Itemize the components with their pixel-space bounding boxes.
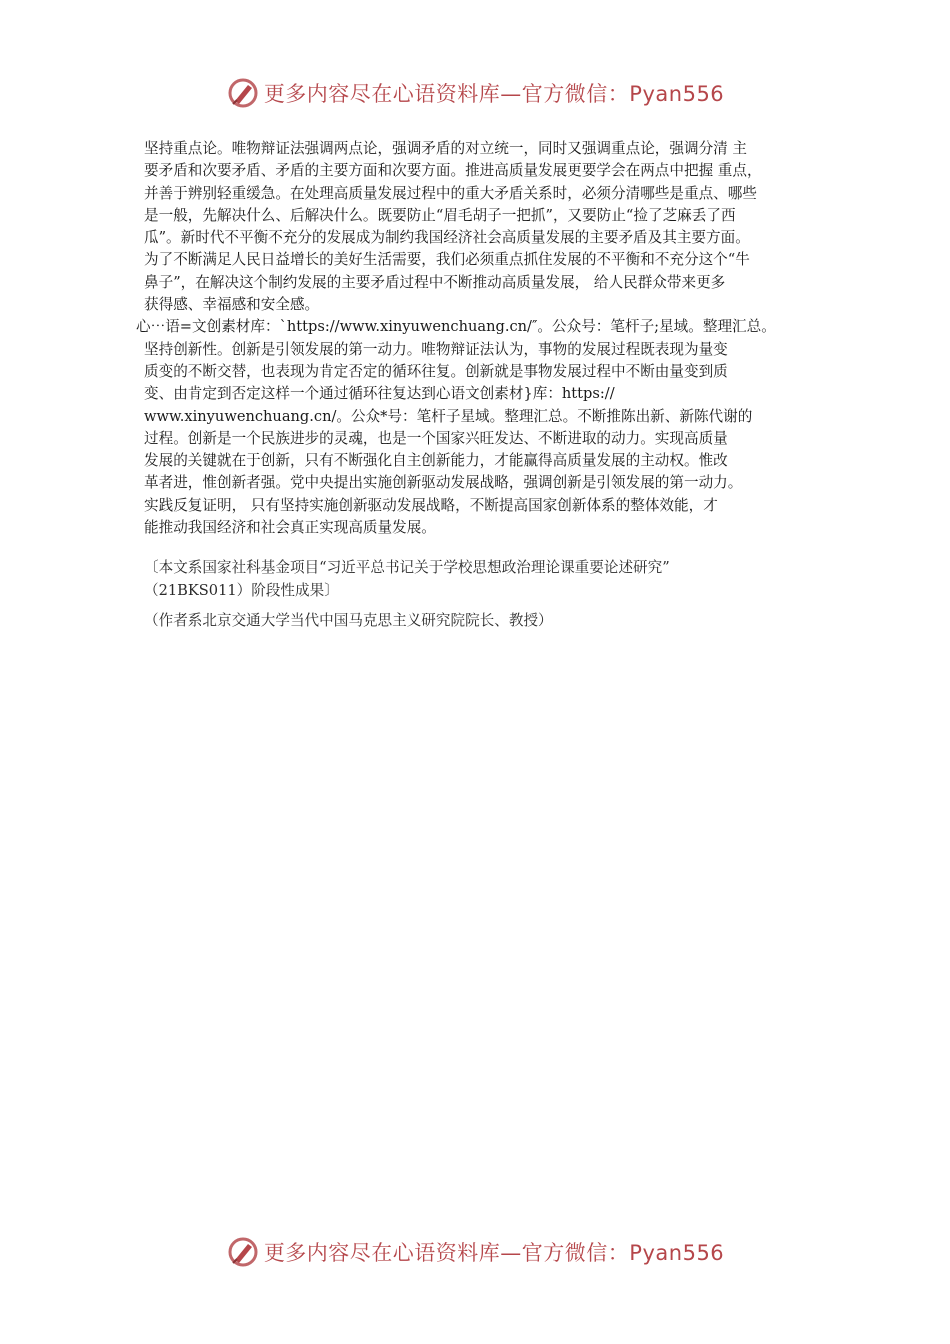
fund-note-line: 〔本文系国家社科基金项目“习近平总书记关于学校思想政治理论课重要论述研究” <box>144 559 670 577</box>
header-banner-text: 更多内容尽在心语资料库—官方微信：Pyan556 <box>263 82 725 106</box>
paragraph-line: 发展的关键就在于创新，只有不断强化自主创新能力，才能赢得高质量发展的主动权。惟改 <box>144 452 728 470</box>
paragraph-line: 获得感、幸福感和安全感。 <box>144 296 320 314</box>
paragraph-line: 质变的不断交替，也表现为肯定否定的循环往复。创新就是事物发展过程中不断由量变到质 <box>144 362 728 380</box>
footer-banner <box>0 1232 950 1272</box>
paragraph-line: 鼻子”，在解决这个制约发展的主要矛盾过程中不断推动高质量发展， 给人民群众带来更多 <box>144 273 726 291</box>
watermark-line: 心⋯语=文创素材库：`https://www.xinyuwenchuang.cn/″。公众号：笔杆子;星域。整理汇总。 <box>136 318 776 336</box>
pen-circle-logo-icon <box>226 76 260 110</box>
paragraph-line: 瓜”。新时代不平衡不充分的发展成为制约我国经济社会高质量发展的主要矛盾及其主要方面。 <box>144 229 750 247</box>
paragraph-line: 变、由肯定到否定这样一个通过循环往复达到心语文创素材}库：https:// <box>144 385 615 403</box>
fund-note-line: （21BKS011）阶段性成果〕 <box>144 581 339 599</box>
paragraph-line: 实践反复证明， 只有坚持实施创新驱动发展战略，不断提高国家创新体系的整体效能，才 <box>144 496 718 514</box>
paragraph-line: 能推动我国经济和社会真正实现高质量发展。 <box>144 519 436 537</box>
paragraph-line: 是一般，先解决什么、后解决什么。既要防止“眉毛胡子一把抓”，又要防止“捡了芝麻丢了西 <box>144 206 736 224</box>
paragraph-line: www.xinyuwenchuang.cn/。公众*号：笔杆子星域。整理汇总。不断推陈出新、新陈代谢的 <box>144 407 753 425</box>
paragraph-line: 革者进，惟创新者强。党中央提出实施创新驱动发展战略，强调创新是引领发展的第一动力。 <box>144 474 743 492</box>
paragraph-line: 并善于辨别轻重缓急。在处理高质量发展过程中的重大矛盾关系时，必须分清哪些是重点、哪些 <box>144 184 757 202</box>
paragraph-line: 坚持创新性。创新是引领发展的第一动力。唯物辩证法认为，事物的发展过程既表现为量变 <box>144 340 728 358</box>
header-banner <box>0 73 950 113</box>
paragraph-line: 过程。创新是一个民族进步的灵魂，也是一个国家兴旺发达、不断进取的动力。实现高质量 <box>144 429 728 447</box>
paragraph-line: 坚持重点论。唯物辩证法强调两点论，强调矛盾的对立统一，同时又强调重点论，强调分清 主 <box>144 140 747 157</box>
paragraph-line: 要矛盾和次要矛盾、矛盾的主要方面和次要方面。推进高质量发展更要学会在两点中把握 重点， <box>144 162 762 180</box>
footer-banner-text: 更多内容尽在心语资料库—官方微信：Pyan556 <box>263 1241 725 1265</box>
author-note: （作者系北京交通大学当代中国马克思主义研究院院长、教授） <box>144 611 553 629</box>
article-body <box>136 138 834 632</box>
pen-circle-logo-icon <box>226 1235 260 1269</box>
paragraph-line: 为了不断满足人民日益增长的美好生活需要，我们必须重点抓住发展的不平衡和不充分这个“牛 <box>144 251 750 269</box>
